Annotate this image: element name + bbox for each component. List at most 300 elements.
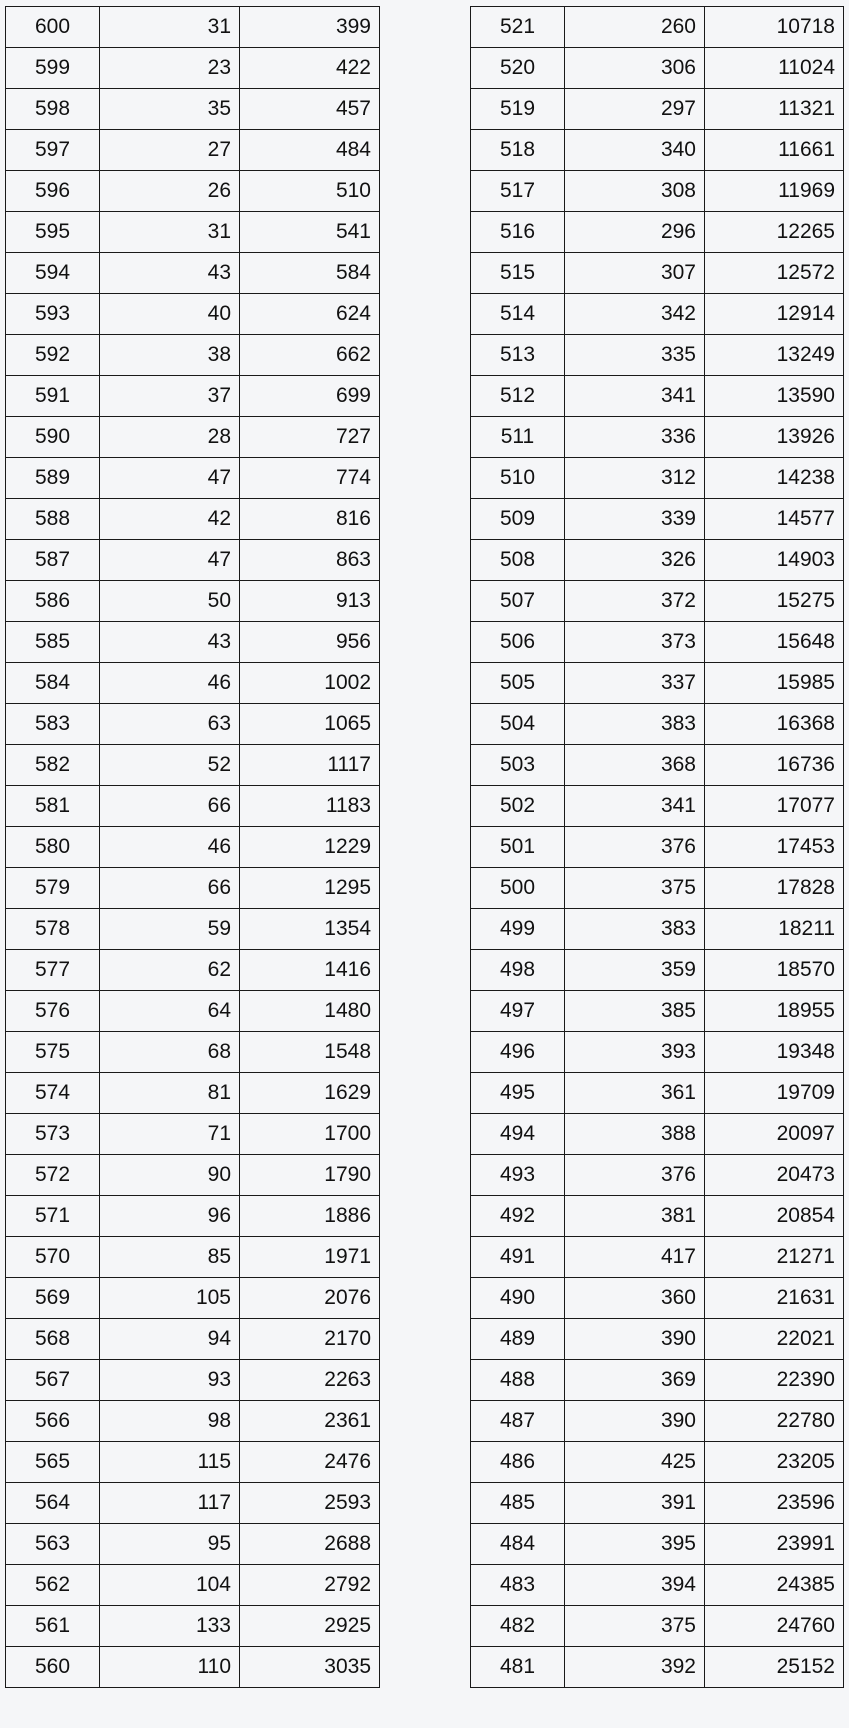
count-cell: 307: [565, 253, 705, 294]
count-cell: 46: [100, 827, 240, 868]
score-cell: 587: [6, 540, 100, 581]
cumulative-cell: 399: [240, 7, 380, 48]
cumulative-cell: 1002: [240, 663, 380, 704]
count-cell: 393: [565, 1032, 705, 1073]
cumulative-cell: 11321: [705, 89, 844, 130]
table-row: [6, 48, 380, 89]
score-cell: 594: [6, 253, 100, 294]
count-cell: 308: [565, 171, 705, 212]
table-row: [471, 1401, 844, 1442]
score-cell: 574: [6, 1073, 100, 1114]
score-cell: 517: [471, 171, 565, 212]
cumulative-cell: 18570: [705, 950, 844, 991]
score-cell: 567: [6, 1360, 100, 1401]
count-cell: 335: [565, 335, 705, 376]
cumulative-cell: 17453: [705, 827, 844, 868]
score-table-left: [5, 6, 380, 1688]
table-row: [6, 1237, 380, 1278]
cumulative-cell: 1117: [240, 745, 380, 786]
cumulative-cell: 11969: [705, 171, 844, 212]
count-cell: 417: [565, 1237, 705, 1278]
score-cell: 482: [471, 1606, 565, 1647]
count-cell: 50: [100, 581, 240, 622]
count-cell: 381: [565, 1196, 705, 1237]
count-cell: 37: [100, 376, 240, 417]
count-cell: 31: [100, 212, 240, 253]
count-cell: 383: [565, 909, 705, 950]
cumulative-cell: 16736: [705, 745, 844, 786]
count-cell: 95: [100, 1524, 240, 1565]
count-cell: 26: [100, 171, 240, 212]
table-row: [6, 581, 380, 622]
cumulative-cell: 13249: [705, 335, 844, 376]
table-row: [6, 540, 380, 581]
cumulative-cell: 20473: [705, 1155, 844, 1196]
table-row: [471, 745, 844, 786]
cumulative-cell: 19709: [705, 1073, 844, 1114]
cumulative-cell: 2361: [240, 1401, 380, 1442]
cumulative-cell: 1229: [240, 827, 380, 868]
cumulative-cell: 422: [240, 48, 380, 89]
cumulative-cell: 18211: [705, 909, 844, 950]
score-cell: 484: [471, 1524, 565, 1565]
score-cell: 570: [6, 1237, 100, 1278]
cumulative-cell: 863: [240, 540, 380, 581]
table-row: [6, 663, 380, 704]
table-row: [471, 1196, 844, 1237]
cumulative-cell: 10718: [705, 7, 844, 48]
table-row: [471, 7, 844, 48]
score-cell: 583: [6, 704, 100, 745]
table-row: [471, 48, 844, 89]
score-cell: 571: [6, 1196, 100, 1237]
count-cell: 336: [565, 417, 705, 458]
cumulative-cell: 1065: [240, 704, 380, 745]
count-cell: 392: [565, 1647, 705, 1688]
cumulative-cell: 11024: [705, 48, 844, 89]
cumulative-cell: 14577: [705, 499, 844, 540]
count-cell: 337: [565, 663, 705, 704]
cumulative-cell: 16368: [705, 704, 844, 745]
table-row: [6, 89, 380, 130]
cumulative-cell: 1354: [240, 909, 380, 950]
count-cell: 71: [100, 1114, 240, 1155]
cumulative-cell: 11661: [705, 130, 844, 171]
score-cell: 568: [6, 1319, 100, 1360]
cumulative-cell: 1700: [240, 1114, 380, 1155]
cumulative-cell: 14903: [705, 540, 844, 581]
table-row: [6, 7, 380, 48]
score-cell: 585: [6, 622, 100, 663]
count-cell: 368: [565, 745, 705, 786]
cumulative-cell: 662: [240, 335, 380, 376]
count-cell: 391: [565, 1483, 705, 1524]
cumulative-cell: 23205: [705, 1442, 844, 1483]
table-row: [6, 458, 380, 499]
count-cell: 31: [100, 7, 240, 48]
count-cell: 133: [100, 1606, 240, 1647]
table-row: [471, 130, 844, 171]
count-cell: 383: [565, 704, 705, 745]
score-cell: 510: [471, 458, 565, 499]
table-row: [471, 1442, 844, 1483]
cumulative-cell: 457: [240, 89, 380, 130]
table-row: [471, 991, 844, 1032]
count-cell: 28: [100, 417, 240, 458]
table-row: [6, 130, 380, 171]
table-row: [6, 1278, 380, 1319]
cumulative-cell: 484: [240, 130, 380, 171]
score-cell: 573: [6, 1114, 100, 1155]
score-cell: 576: [6, 991, 100, 1032]
score-cell: 520: [471, 48, 565, 89]
table-row: [6, 909, 380, 950]
cumulative-cell: 774: [240, 458, 380, 499]
score-cell: 577: [6, 950, 100, 991]
count-cell: 341: [565, 376, 705, 417]
cumulative-cell: 15275: [705, 581, 844, 622]
table-row: [6, 1032, 380, 1073]
score-cell: 483: [471, 1565, 565, 1606]
cumulative-cell: 15985: [705, 663, 844, 704]
score-cell: 600: [6, 7, 100, 48]
cumulative-cell: 3035: [240, 1647, 380, 1688]
table-row: [471, 950, 844, 991]
cumulative-cell: 1886: [240, 1196, 380, 1237]
count-cell: 390: [565, 1401, 705, 1442]
score-cell: 569: [6, 1278, 100, 1319]
table-row: [6, 1155, 380, 1196]
count-cell: 43: [100, 253, 240, 294]
table-row: [471, 499, 844, 540]
cumulative-cell: 17828: [705, 868, 844, 909]
cumulative-cell: 727: [240, 417, 380, 458]
score-cell: 501: [471, 827, 565, 868]
cumulative-cell: 20097: [705, 1114, 844, 1155]
table-row: [471, 417, 844, 458]
score-cell: 596: [6, 171, 100, 212]
cumulative-cell: 21271: [705, 1237, 844, 1278]
count-cell: 23: [100, 48, 240, 89]
cumulative-cell: 20854: [705, 1196, 844, 1237]
table-row: [6, 1360, 380, 1401]
score-cell: 502: [471, 786, 565, 827]
count-cell: 52: [100, 745, 240, 786]
table-row: [471, 1114, 844, 1155]
score-cell: 579: [6, 868, 100, 909]
count-cell: 341: [565, 786, 705, 827]
score-cell: 588: [6, 499, 100, 540]
table-row: [471, 376, 844, 417]
cumulative-cell: 18955: [705, 991, 844, 1032]
table-row: [6, 1606, 380, 1647]
cumulative-cell: 2263: [240, 1360, 380, 1401]
score-cell: 582: [6, 745, 100, 786]
score-cell: 572: [6, 1155, 100, 1196]
count-cell: 326: [565, 540, 705, 581]
count-cell: 104: [100, 1565, 240, 1606]
count-cell: 42: [100, 499, 240, 540]
cumulative-cell: 2076: [240, 1278, 380, 1319]
score-cell: 566: [6, 1401, 100, 1442]
cumulative-cell: 22780: [705, 1401, 844, 1442]
cumulative-cell: 1295: [240, 868, 380, 909]
score-cell: 581: [6, 786, 100, 827]
count-cell: 339: [565, 499, 705, 540]
count-cell: 62: [100, 950, 240, 991]
count-cell: 260: [565, 7, 705, 48]
cumulative-cell: 699: [240, 376, 380, 417]
score-cell: 488: [471, 1360, 565, 1401]
score-cell: 590: [6, 417, 100, 458]
cumulative-cell: 21631: [705, 1278, 844, 1319]
count-cell: 342: [565, 294, 705, 335]
count-cell: 388: [565, 1114, 705, 1155]
score-cell: 513: [471, 335, 565, 376]
count-cell: 376: [565, 1155, 705, 1196]
table-row: [471, 663, 844, 704]
score-cell: 514: [471, 294, 565, 335]
count-cell: 93: [100, 1360, 240, 1401]
score-cell: 519: [471, 89, 565, 130]
score-cell: 489: [471, 1319, 565, 1360]
table-row: [6, 1319, 380, 1360]
count-cell: 312: [565, 458, 705, 499]
cumulative-cell: 913: [240, 581, 380, 622]
cumulative-cell: 17077: [705, 786, 844, 827]
table-row: [471, 458, 844, 499]
score-cell: 499: [471, 909, 565, 950]
count-cell: 372: [565, 581, 705, 622]
score-cell: 500: [471, 868, 565, 909]
cumulative-cell: 1183: [240, 786, 380, 827]
count-cell: 117: [100, 1483, 240, 1524]
count-cell: 297: [565, 89, 705, 130]
score-cell: 512: [471, 376, 565, 417]
table-row: [6, 1565, 380, 1606]
count-cell: 47: [100, 458, 240, 499]
cumulative-cell: 2925: [240, 1606, 380, 1647]
table-row: [471, 1483, 844, 1524]
score-cell: 505: [471, 663, 565, 704]
cumulative-cell: 2688: [240, 1524, 380, 1565]
table-row: [471, 540, 844, 581]
score-cell: 485: [471, 1483, 565, 1524]
count-cell: 369: [565, 1360, 705, 1401]
score-cell: 509: [471, 499, 565, 540]
score-cell: 580: [6, 827, 100, 868]
score-cell: 561: [6, 1606, 100, 1647]
cumulative-cell: 22021: [705, 1319, 844, 1360]
count-cell: 66: [100, 868, 240, 909]
table-row: [6, 950, 380, 991]
score-cell: 491: [471, 1237, 565, 1278]
table-row: [471, 1237, 844, 1278]
count-cell: 115: [100, 1442, 240, 1483]
cumulative-cell: 24385: [705, 1565, 844, 1606]
table-row: [471, 704, 844, 745]
score-cell: 490: [471, 1278, 565, 1319]
table-row: [471, 171, 844, 212]
cumulative-cell: 1629: [240, 1073, 380, 1114]
table-row: [6, 1647, 380, 1688]
score-cell: 592: [6, 335, 100, 376]
score-cell: 578: [6, 909, 100, 950]
score-cell: 563: [6, 1524, 100, 1565]
cumulative-cell: 2593: [240, 1483, 380, 1524]
score-cell: 564: [6, 1483, 100, 1524]
count-cell: 98: [100, 1401, 240, 1442]
cumulative-cell: 13926: [705, 417, 844, 458]
cumulative-cell: 2476: [240, 1442, 380, 1483]
count-cell: 360: [565, 1278, 705, 1319]
table-row: [471, 1647, 844, 1688]
count-cell: 375: [565, 868, 705, 909]
score-cell: 562: [6, 1565, 100, 1606]
score-table-right: [470, 6, 844, 1688]
count-cell: 38: [100, 335, 240, 376]
count-cell: 395: [565, 1524, 705, 1565]
count-cell: 425: [565, 1442, 705, 1483]
table-row: [6, 991, 380, 1032]
cumulative-cell: 584: [240, 253, 380, 294]
count-cell: 85: [100, 1237, 240, 1278]
table-row: [471, 294, 844, 335]
score-cell: 497: [471, 991, 565, 1032]
cumulative-cell: 14238: [705, 458, 844, 499]
score-cell: 504: [471, 704, 565, 745]
score-cell: 516: [471, 212, 565, 253]
score-cell: 492: [471, 1196, 565, 1237]
score-cell: 481: [471, 1647, 565, 1688]
count-cell: 390: [565, 1319, 705, 1360]
table-row: [471, 1073, 844, 1114]
count-cell: 63: [100, 704, 240, 745]
table-row: [6, 335, 380, 376]
cumulative-cell: 510: [240, 171, 380, 212]
score-cell: 575: [6, 1032, 100, 1073]
table-row: [6, 417, 380, 458]
cumulative-cell: 624: [240, 294, 380, 335]
cumulative-cell: 23596: [705, 1483, 844, 1524]
score-cell: 584: [6, 663, 100, 704]
count-cell: 64: [100, 991, 240, 1032]
cumulative-cell: 13590: [705, 376, 844, 417]
score-cell: 487: [471, 1401, 565, 1442]
score-cell: 493: [471, 1155, 565, 1196]
cumulative-cell: 23991: [705, 1524, 844, 1565]
table-row: [6, 1442, 380, 1483]
table-row: [6, 1114, 380, 1155]
table-row: [471, 89, 844, 130]
count-cell: 110: [100, 1647, 240, 1688]
table-row: [6, 1073, 380, 1114]
count-cell: 27: [100, 130, 240, 171]
table-row: [471, 1524, 844, 1565]
score-cell: 589: [6, 458, 100, 499]
count-cell: 105: [100, 1278, 240, 1319]
cumulative-cell: 2170: [240, 1319, 380, 1360]
count-cell: 46: [100, 663, 240, 704]
table-row: [6, 212, 380, 253]
score-cell: 507: [471, 581, 565, 622]
cumulative-cell: 2792: [240, 1565, 380, 1606]
score-cell: 597: [6, 130, 100, 171]
count-cell: 35: [100, 89, 240, 130]
score-cell: 486: [471, 1442, 565, 1483]
score-cell: 586: [6, 581, 100, 622]
count-cell: 96: [100, 1196, 240, 1237]
table-row: [6, 622, 380, 663]
score-cell: 494: [471, 1114, 565, 1155]
table-row: [471, 1606, 844, 1647]
count-cell: 43: [100, 622, 240, 663]
count-cell: 81: [100, 1073, 240, 1114]
table-row: [471, 1155, 844, 1196]
score-cell: 498: [471, 950, 565, 991]
table-row: [6, 704, 380, 745]
cumulative-cell: 12265: [705, 212, 844, 253]
cumulative-cell: 24760: [705, 1606, 844, 1647]
table-row: [6, 499, 380, 540]
cumulative-cell: 25152: [705, 1647, 844, 1688]
table-row: [6, 171, 380, 212]
count-cell: 340: [565, 130, 705, 171]
table-row: [471, 786, 844, 827]
table-row: [471, 1565, 844, 1606]
table-row: [471, 827, 844, 868]
table-row: [6, 1483, 380, 1524]
score-cell: 496: [471, 1032, 565, 1073]
cumulative-cell: 15648: [705, 622, 844, 663]
count-cell: 376: [565, 827, 705, 868]
cumulative-cell: 1480: [240, 991, 380, 1032]
score-cell: 515: [471, 253, 565, 294]
count-cell: 359: [565, 950, 705, 991]
table-row: [6, 786, 380, 827]
table-row: [471, 581, 844, 622]
table-row: [471, 253, 844, 294]
table-row: [6, 1196, 380, 1237]
score-cell: 508: [471, 540, 565, 581]
cumulative-cell: 12914: [705, 294, 844, 335]
table-row: [471, 212, 844, 253]
count-cell: 373: [565, 622, 705, 663]
table-row: [6, 253, 380, 294]
score-cell: 591: [6, 376, 100, 417]
table-row: [471, 1319, 844, 1360]
cumulative-cell: 816: [240, 499, 380, 540]
count-cell: 40: [100, 294, 240, 335]
count-cell: 375: [565, 1606, 705, 1647]
table-row: [6, 745, 380, 786]
score-cell: 565: [6, 1442, 100, 1483]
count-cell: 90: [100, 1155, 240, 1196]
table-row: [471, 1360, 844, 1401]
table-row: [6, 1401, 380, 1442]
count-cell: 306: [565, 48, 705, 89]
count-cell: 66: [100, 786, 240, 827]
score-cell: 593: [6, 294, 100, 335]
score-cell: 560: [6, 1647, 100, 1688]
table-row: [471, 868, 844, 909]
count-cell: 68: [100, 1032, 240, 1073]
count-cell: 59: [100, 909, 240, 950]
table-row: [471, 622, 844, 663]
cumulative-cell: 541: [240, 212, 380, 253]
score-cell: 598: [6, 89, 100, 130]
cumulative-cell: 12572: [705, 253, 844, 294]
